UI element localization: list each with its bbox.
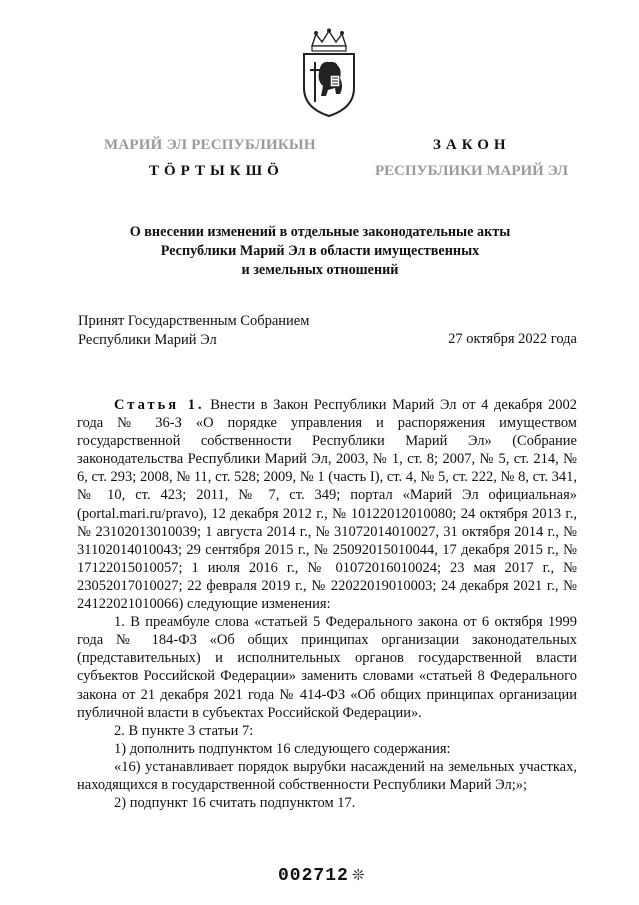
adoption-line: Принят Государственным Собранием xyxy=(78,313,310,329)
article-paragraph: «16) устанавливает порядок вырубки насаждений на земельных участках, находящихся в государственной собственности Республики Марий Эл;»; xyxy=(77,758,577,793)
republic-name-russian: РЕСПУБЛИКИ МАРИЙ ЭЛ xyxy=(375,163,569,179)
asterisk-mark-icon: ❊ xyxy=(352,868,365,884)
serial-number: 002712 xyxy=(278,866,349,886)
article-label: Статья 1. xyxy=(114,397,205,413)
law-word-russian: ЗАКОН xyxy=(433,137,511,153)
article-paragraph: 2. В пункте 3 статьи 7: xyxy=(114,722,254,739)
adoption-line: Республики Марий Эл xyxy=(78,332,217,348)
law-title-line: и земельных отношений xyxy=(241,262,399,278)
adoption-statement xyxy=(78,312,309,350)
coat-of-arms-icon xyxy=(298,28,360,118)
article-intro-text: Внести в Закон Республики Марий Эл от 4 декабря 2002 года № 36-З «О порядке управления и распоряжения имуществом государственной собственности Республики Марий Эл» (Собрание законодательства Республики Марий Эл, 2003, № 1, ст. 8; 2007, № 5, ст. 214, № 6, ст. 293; 2008, № 11, ст. 528; 2009, № 1 (часть I), ст. 4, № 5, ст. 222, № 8, ст. 341, № 10, ст. 423; 2011, № 7, ст. 349; портал «Марий Эл официальная» (portal.mari.ru/pravo), 12 декабря 2012 г., № 10122012010080; 24 октября 2013 г., № 23102013010039; 1 августа 2014 г., № 31072014010027, 31 октября 2014 г., № 31102014010043; 29 сентября 2015 г., № 25092015010044, 17 декабря 2015 г., № 17122015010057; 1 июля 2016 г., № 01072016010024; 23 мая 2017 г., № 23052017010027; 22 февраля 2019 г., № 22022019010003; 24 декабря 2021 г., № 24122021010066) следующие изменения: xyxy=(77,397,578,613)
law-word-mari: ТӦРТЫКШӦ xyxy=(149,163,284,179)
article-body xyxy=(77,396,577,812)
article-paragraph: 1) дополнить подпунктом 16 следующего содержания: xyxy=(114,740,451,757)
article-intro-paragraph xyxy=(77,396,577,613)
article-paragraph: 1. В преамбуле слова «статьей 5 Федерального закона от 6 октября 1999 года № 184-ФЗ «Об общих принципах организации законодательных (представительных) и исполнительных органов государственной власти субъектов Российской Федерации» заменить словами «статьей 8 Федерального закона от 21 декабря 2021 года № 414-ФЗ «Об общих принципах организации публичной власти в субъектах Российской Федерации». xyxy=(77,614,577,721)
law-title xyxy=(60,223,580,280)
law-title-line: О внесении изменений в отдельные законодательные акты xyxy=(129,224,511,240)
republic-name-mari: МАРИЙ ЭЛ РЕСПУБЛИКЫН xyxy=(104,137,316,153)
article-paragraph: 2) подпункт 16 считать подпунктом 17. xyxy=(114,795,356,812)
adoption-date: 27 октября 2022 года xyxy=(448,331,577,347)
law-title-line: Республики Марий Эл в области имущественных xyxy=(160,243,480,259)
